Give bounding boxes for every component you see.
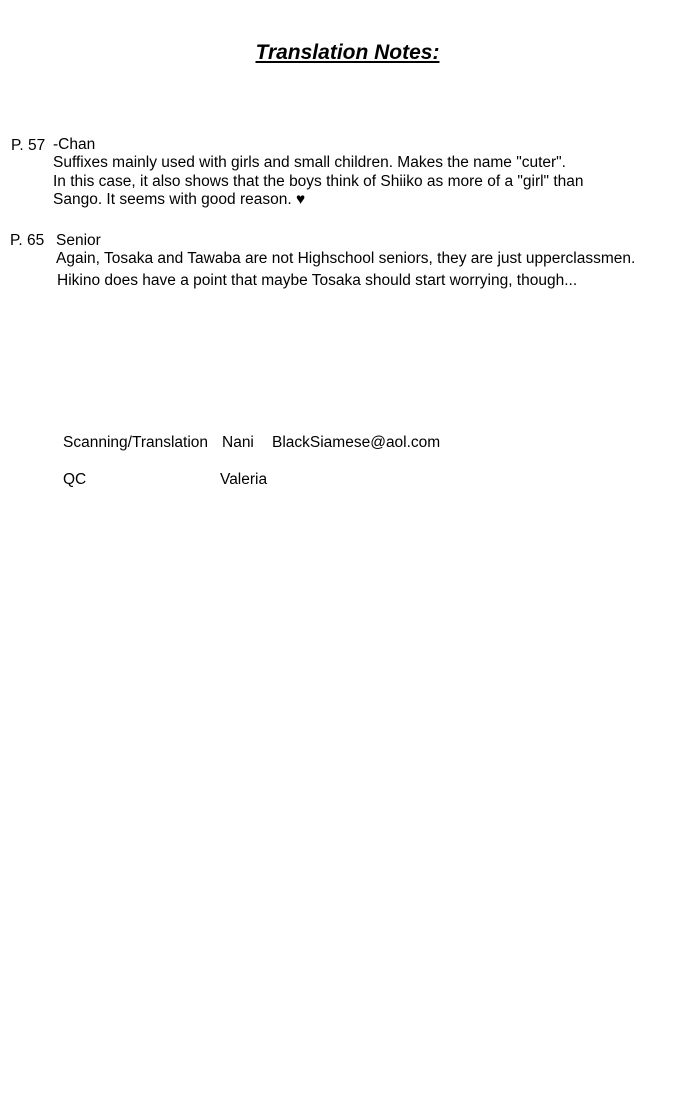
note-line: Again, Tosaka and Tawaba are not Highschool seniors, they are just upperclassmen. bbox=[56, 250, 636, 267]
note-line: Hikino does have a point that maybe Tosaka should start worrying, though... bbox=[57, 272, 578, 289]
note-line: Sango. It seems with good reason. ♥ bbox=[53, 191, 306, 208]
credit-role: Scanning/Translation bbox=[63, 434, 209, 451]
note-line: In this case, it also shows that the boys think of Shiiko as more of a "girl" than bbox=[53, 173, 584, 190]
page-title: Translation Notes: bbox=[255, 41, 440, 64]
credit-role: QC bbox=[63, 471, 87, 488]
credit-name: Nani bbox=[222, 434, 254, 451]
note-term: -Chan bbox=[53, 136, 96, 153]
credit-email: BlackSiamese@aol.com bbox=[272, 434, 441, 451]
note-page-number: P. 57 bbox=[11, 137, 46, 154]
note-page-number: P. 65 bbox=[10, 232, 45, 249]
note-term: Senior bbox=[56, 232, 101, 249]
note-line: Suffixes mainly used with girls and small children. Makes the name "cuter". bbox=[53, 154, 566, 171]
credit-name: Valeria bbox=[220, 471, 268, 488]
